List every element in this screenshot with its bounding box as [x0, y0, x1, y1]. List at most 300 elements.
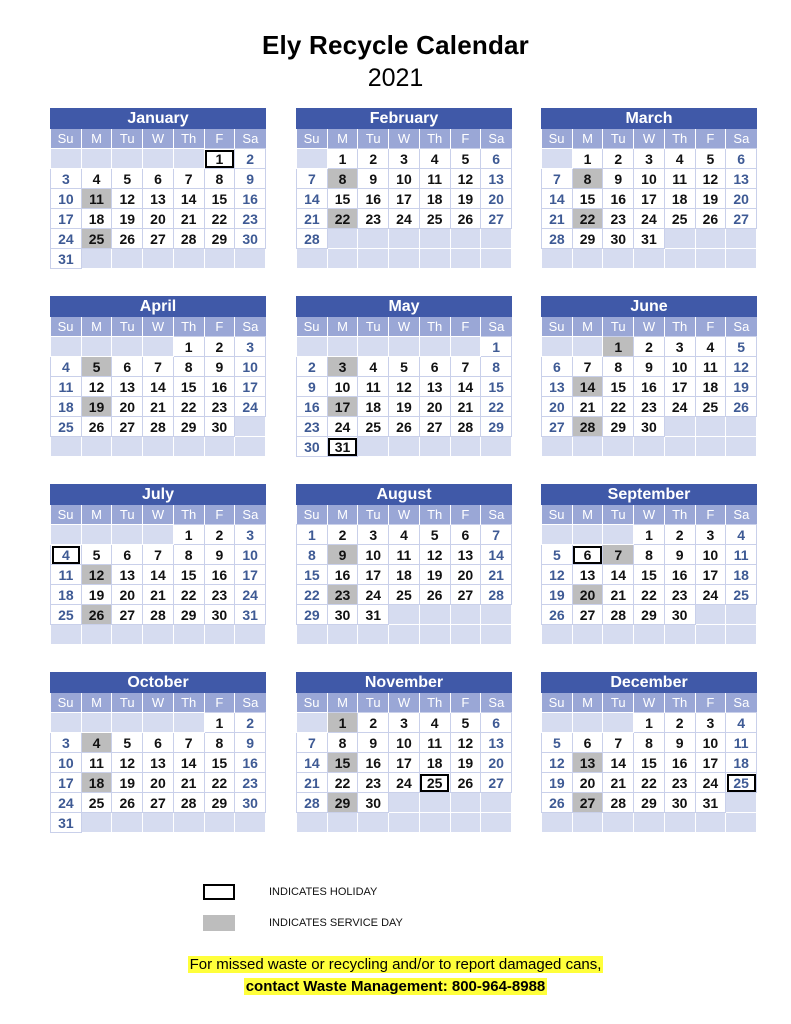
day-cell: 14 — [542, 189, 573, 209]
service-day-cell: 13 — [572, 753, 603, 773]
month-april — [50, 296, 266, 457]
weekday-header: Tu — [112, 317, 143, 337]
day-cell: 11 — [419, 169, 450, 189]
empty-cell — [634, 813, 665, 833]
week-row — [542, 437, 757, 457]
day-cell: 30 — [297, 437, 328, 457]
month-august — [296, 484, 512, 645]
week-row — [51, 733, 266, 753]
empty-cell — [419, 337, 450, 357]
day-cell: 24 — [327, 417, 358, 437]
day-cell: 3 — [51, 169, 82, 189]
day-cell: 8 — [173, 545, 204, 565]
day-cell: 9 — [358, 169, 389, 189]
day-cell: 13 — [481, 169, 512, 189]
weekday-header: Th — [173, 129, 204, 149]
day-cell: 5 — [112, 169, 143, 189]
empty-cell — [481, 437, 512, 457]
weekday-header: Tu — [603, 129, 634, 149]
month-name: December — [541, 672, 757, 693]
day-cell: 21 — [173, 773, 204, 793]
week-row — [542, 189, 757, 209]
day-cell: 8 — [634, 733, 665, 753]
contact-note-text1: For missed waste or recycling and/or to report damaged cans, — [189, 956, 602, 973]
day-cell: 11 — [51, 377, 82, 397]
service-day-cell: 27 — [572, 793, 603, 813]
day-cell: 20 — [143, 773, 174, 793]
weekday-header: Tu — [358, 129, 389, 149]
day-cell: 21 — [143, 585, 174, 605]
empty-cell — [51, 149, 82, 169]
weekday-header: M — [81, 317, 112, 337]
day-cell: 15 — [327, 189, 358, 209]
empty-cell — [204, 813, 235, 833]
day-cell: 12 — [419, 545, 450, 565]
empty-cell — [695, 417, 726, 437]
holiday-day-cell: 6 — [572, 545, 603, 565]
day-cell: 19 — [389, 397, 420, 417]
month-grid — [50, 317, 266, 457]
day-cell: 16 — [297, 397, 328, 417]
day-cell: 24 — [695, 773, 726, 793]
day-cell: 19 — [81, 585, 112, 605]
week-row — [542, 169, 757, 189]
day-cell: 7 — [572, 357, 603, 377]
weekday-header: M — [572, 693, 603, 713]
weekday-header: Su — [542, 693, 573, 713]
day-cell: 20 — [112, 585, 143, 605]
day-cell: 22 — [173, 397, 204, 417]
day-cell: 23 — [204, 585, 235, 605]
calendar-year: 2021 — [367, 64, 424, 92]
weekday-header: Su — [542, 317, 573, 337]
weekday-header: Tu — [358, 505, 389, 525]
service-day-cell: 3 — [327, 357, 358, 377]
weekday-header: W — [143, 693, 174, 713]
day-cell: 14 — [297, 753, 328, 773]
empty-cell — [297, 149, 328, 169]
week-row — [51, 229, 266, 249]
day-cell: 28 — [481, 585, 512, 605]
empty-cell — [389, 437, 420, 457]
month-grid — [541, 317, 757, 457]
weekday-header: Sa — [481, 317, 512, 337]
empty-cell — [143, 525, 174, 545]
day-cell: 24 — [634, 209, 665, 229]
day-cell: 5 — [81, 545, 112, 565]
day-cell: 8 — [204, 733, 235, 753]
day-cell: 28 — [143, 605, 174, 625]
day-cell: 19 — [450, 189, 481, 209]
day-cell: 18 — [51, 397, 82, 417]
week-row — [542, 417, 757, 437]
week-row — [51, 337, 266, 357]
day-cell: 17 — [51, 209, 82, 229]
empty-cell — [450, 437, 481, 457]
day-cell: 22 — [297, 585, 328, 605]
day-cell: 29 — [603, 417, 634, 437]
day-cell: 28 — [542, 229, 573, 249]
month-name: September — [541, 484, 757, 505]
week-row — [297, 337, 512, 357]
service-day-cell: 1 — [603, 337, 634, 357]
weekday-header: W — [389, 317, 420, 337]
holiday-day-cell: 25 — [419, 773, 450, 793]
weekday-header: Su — [51, 129, 82, 149]
week-row — [542, 585, 757, 605]
day-cell: 11 — [389, 545, 420, 565]
day-cell: 23 — [297, 417, 328, 437]
day-cell: 7 — [173, 733, 204, 753]
month-grid — [296, 129, 512, 269]
day-cell: 16 — [235, 753, 266, 773]
day-cell: 21 — [297, 773, 328, 793]
day-cell: 15 — [204, 189, 235, 209]
day-cell: 9 — [297, 377, 328, 397]
week-row — [542, 565, 757, 585]
day-cell: 7 — [143, 545, 174, 565]
service-day-cell: 19 — [81, 397, 112, 417]
service-day-cell: 28 — [572, 417, 603, 437]
empty-cell — [389, 625, 420, 645]
weekday-header: M — [81, 693, 112, 713]
contact-note-text2: contact Waste Management: 800-964-8988 — [245, 978, 546, 995]
day-cell: 13 — [419, 377, 450, 397]
day-cell: 12 — [112, 189, 143, 209]
day-cell: 10 — [327, 377, 358, 397]
day-cell: 2 — [204, 337, 235, 357]
day-cell: 12 — [389, 377, 420, 397]
day-cell: 29 — [297, 605, 328, 625]
day-cell: 7 — [481, 525, 512, 545]
day-cell: 23 — [204, 397, 235, 417]
weekday-header: Su — [51, 317, 82, 337]
day-cell: 5 — [419, 525, 450, 545]
week-row — [542, 605, 757, 625]
empty-cell — [481, 605, 512, 625]
empty-cell — [235, 249, 266, 269]
day-cell: 9 — [634, 357, 665, 377]
weekday-header: Th — [664, 693, 695, 713]
week-row — [297, 625, 512, 645]
service-day-cell: 8 — [327, 169, 358, 189]
week-row — [542, 545, 757, 565]
day-cell: 7 — [297, 169, 328, 189]
day-cell: 26 — [542, 793, 573, 813]
empty-cell — [572, 437, 603, 457]
month-grid — [296, 505, 512, 645]
day-cell: 31 — [358, 605, 389, 625]
day-cell: 7 — [297, 733, 328, 753]
week-row — [297, 813, 512, 833]
empty-cell — [695, 605, 726, 625]
weekday-header: Sa — [726, 129, 757, 149]
weekday-header: Th — [419, 505, 450, 525]
holiday-swatch — [203, 884, 235, 900]
day-cell: 12 — [726, 357, 757, 377]
day-cell: 6 — [419, 357, 450, 377]
day-cell: 17 — [389, 753, 420, 773]
day-cell: 26 — [542, 605, 573, 625]
empty-cell — [664, 813, 695, 833]
weekday-header: F — [204, 693, 235, 713]
day-cell: 20 — [419, 397, 450, 417]
month-name: March — [541, 108, 757, 129]
day-cell: 26 — [389, 417, 420, 437]
day-cell: 13 — [481, 733, 512, 753]
empty-cell — [235, 417, 266, 437]
empty-cell — [695, 813, 726, 833]
day-cell: 20 — [450, 565, 481, 585]
weekday-header: Th — [664, 505, 695, 525]
empty-cell — [572, 713, 603, 733]
weekday-header: Tu — [112, 693, 143, 713]
empty-cell — [297, 337, 328, 357]
month-grid — [296, 317, 512, 457]
week-row — [297, 565, 512, 585]
empty-cell — [542, 437, 573, 457]
week-row — [51, 585, 266, 605]
empty-cell — [603, 713, 634, 733]
day-cell: 24 — [51, 793, 82, 813]
empty-cell — [389, 229, 420, 249]
day-cell: 14 — [481, 545, 512, 565]
day-cell: 4 — [664, 149, 695, 169]
day-cell: 17 — [634, 189, 665, 209]
day-cell: 1 — [173, 337, 204, 357]
day-cell: 29 — [204, 793, 235, 813]
empty-cell — [173, 149, 204, 169]
empty-cell — [51, 525, 82, 545]
weekday-header: W — [389, 129, 420, 149]
weekday-header: Sa — [481, 505, 512, 525]
empty-cell — [726, 813, 757, 833]
empty-cell — [634, 249, 665, 269]
month-grid — [50, 129, 266, 269]
day-cell: 29 — [634, 793, 665, 813]
empty-cell — [664, 229, 695, 249]
day-cell: 24 — [695, 585, 726, 605]
day-cell: 31 — [51, 813, 82, 833]
day-cell: 9 — [235, 169, 266, 189]
empty-cell — [542, 813, 573, 833]
weekday-header: Su — [51, 505, 82, 525]
weekday-header: W — [634, 317, 665, 337]
day-cell: 20 — [112, 397, 143, 417]
month-name: June — [541, 296, 757, 317]
empty-cell — [143, 249, 174, 269]
empty-cell — [481, 625, 512, 645]
day-cell: 13 — [112, 565, 143, 585]
weekday-header: M — [327, 129, 358, 149]
day-cell: 10 — [235, 357, 266, 377]
day-cell: 11 — [81, 753, 112, 773]
day-cell: 6 — [143, 733, 174, 753]
day-cell: 18 — [51, 585, 82, 605]
day-cell: 4 — [419, 149, 450, 169]
day-cell: 7 — [603, 733, 634, 753]
month-july — [50, 484, 266, 645]
day-cell: 6 — [726, 149, 757, 169]
day-cell: 21 — [173, 209, 204, 229]
weekday-header: M — [327, 693, 358, 713]
empty-cell — [726, 793, 757, 813]
weekday-header: W — [634, 129, 665, 149]
day-cell: 21 — [542, 209, 573, 229]
weekday-header: F — [450, 505, 481, 525]
day-cell: 16 — [664, 753, 695, 773]
week-row — [297, 397, 512, 417]
day-cell: 26 — [695, 209, 726, 229]
day-cell: 26 — [419, 585, 450, 605]
empty-cell — [297, 249, 328, 269]
day-cell: 14 — [297, 189, 328, 209]
empty-cell — [51, 337, 82, 357]
day-cell: 30 — [358, 793, 389, 813]
day-cell: 18 — [358, 397, 389, 417]
empty-cell — [481, 229, 512, 249]
day-cell: 26 — [112, 793, 143, 813]
day-cell: 27 — [481, 209, 512, 229]
day-cell: 6 — [112, 357, 143, 377]
empty-cell — [51, 713, 82, 733]
weekday-header: M — [572, 129, 603, 149]
empty-cell — [112, 525, 143, 545]
day-cell: 11 — [419, 733, 450, 753]
day-cell: 27 — [542, 417, 573, 437]
day-cell: 30 — [327, 605, 358, 625]
day-cell: 2 — [664, 713, 695, 733]
service-day-cell: 15 — [327, 753, 358, 773]
day-cell: 6 — [572, 733, 603, 753]
empty-cell — [450, 605, 481, 625]
weekday-header: Sa — [235, 317, 266, 337]
day-cell: 30 — [235, 229, 266, 249]
day-cell: 3 — [695, 525, 726, 545]
service-day-cell: 9 — [327, 545, 358, 565]
day-cell: 25 — [358, 417, 389, 437]
weekday-header: W — [143, 317, 174, 337]
empty-cell — [112, 149, 143, 169]
day-cell: 29 — [634, 605, 665, 625]
weekday-header: M — [81, 129, 112, 149]
weekday-header: Th — [419, 129, 450, 149]
week-row — [297, 773, 512, 793]
week-row — [542, 357, 757, 377]
day-cell: 2 — [327, 525, 358, 545]
empty-cell — [173, 437, 204, 457]
day-cell: 17 — [664, 377, 695, 397]
empty-cell — [450, 229, 481, 249]
month-grid — [541, 693, 757, 833]
weekday-header: F — [695, 129, 726, 149]
day-cell: 13 — [143, 189, 174, 209]
day-cell: 10 — [695, 545, 726, 565]
empty-cell — [603, 437, 634, 457]
empty-cell — [81, 149, 112, 169]
day-cell: 27 — [112, 605, 143, 625]
week-row — [51, 189, 266, 209]
day-cell: 28 — [603, 605, 634, 625]
day-cell: 8 — [327, 733, 358, 753]
day-cell: 8 — [481, 357, 512, 377]
day-cell: 2 — [204, 525, 235, 545]
weekday-header: M — [327, 505, 358, 525]
day-cell: 11 — [726, 733, 757, 753]
day-cell: 4 — [358, 357, 389, 377]
day-cell: 25 — [664, 209, 695, 229]
day-cell: 12 — [450, 169, 481, 189]
day-cell: 30 — [634, 417, 665, 437]
month-february — [296, 108, 512, 269]
empty-cell — [419, 813, 450, 833]
week-row — [51, 249, 266, 269]
empty-cell — [358, 337, 389, 357]
empty-cell — [450, 813, 481, 833]
weekday-header: W — [143, 129, 174, 149]
day-cell: 1 — [327, 149, 358, 169]
service-day-cell: 25 — [81, 229, 112, 249]
day-cell: 15 — [481, 377, 512, 397]
day-cell: 31 — [51, 249, 82, 269]
day-cell: 10 — [51, 753, 82, 773]
day-cell: 16 — [634, 377, 665, 397]
day-cell: 5 — [450, 149, 481, 169]
day-cell: 22 — [634, 773, 665, 793]
day-cell: 27 — [112, 417, 143, 437]
month-november — [296, 672, 512, 833]
weekday-header: Su — [297, 317, 328, 337]
empty-cell — [542, 337, 573, 357]
week-row — [542, 773, 757, 793]
day-cell: 4 — [81, 169, 112, 189]
day-cell: 13 — [450, 545, 481, 565]
weekday-header: Th — [173, 693, 204, 713]
day-cell: 15 — [173, 565, 204, 585]
empty-cell — [603, 525, 634, 545]
day-cell: 24 — [235, 397, 266, 417]
empty-cell — [173, 625, 204, 645]
day-cell: 3 — [235, 337, 266, 357]
day-cell: 21 — [481, 565, 512, 585]
day-cell: 18 — [81, 209, 112, 229]
week-row — [297, 753, 512, 773]
day-cell: 14 — [173, 189, 204, 209]
day-cell: 26 — [450, 773, 481, 793]
month-september — [541, 484, 757, 645]
week-row — [542, 713, 757, 733]
day-cell: 2 — [358, 713, 389, 733]
weekday-header: F — [695, 693, 726, 713]
week-row — [297, 377, 512, 397]
day-cell: 27 — [419, 417, 450, 437]
empty-cell — [51, 437, 82, 457]
day-cell: 3 — [389, 713, 420, 733]
weekday-header: Th — [419, 693, 450, 713]
holiday-day-cell: 1 — [204, 149, 235, 169]
service-day-cell: 29 — [327, 793, 358, 813]
week-row — [51, 813, 266, 833]
empty-cell — [419, 605, 450, 625]
week-row — [51, 209, 266, 229]
day-cell: 29 — [481, 417, 512, 437]
day-cell: 11 — [358, 377, 389, 397]
day-cell: 31 — [634, 229, 665, 249]
empty-cell — [389, 337, 420, 357]
service-day-cell: 7 — [603, 545, 634, 565]
week-row — [297, 229, 512, 249]
week-row — [297, 793, 512, 813]
